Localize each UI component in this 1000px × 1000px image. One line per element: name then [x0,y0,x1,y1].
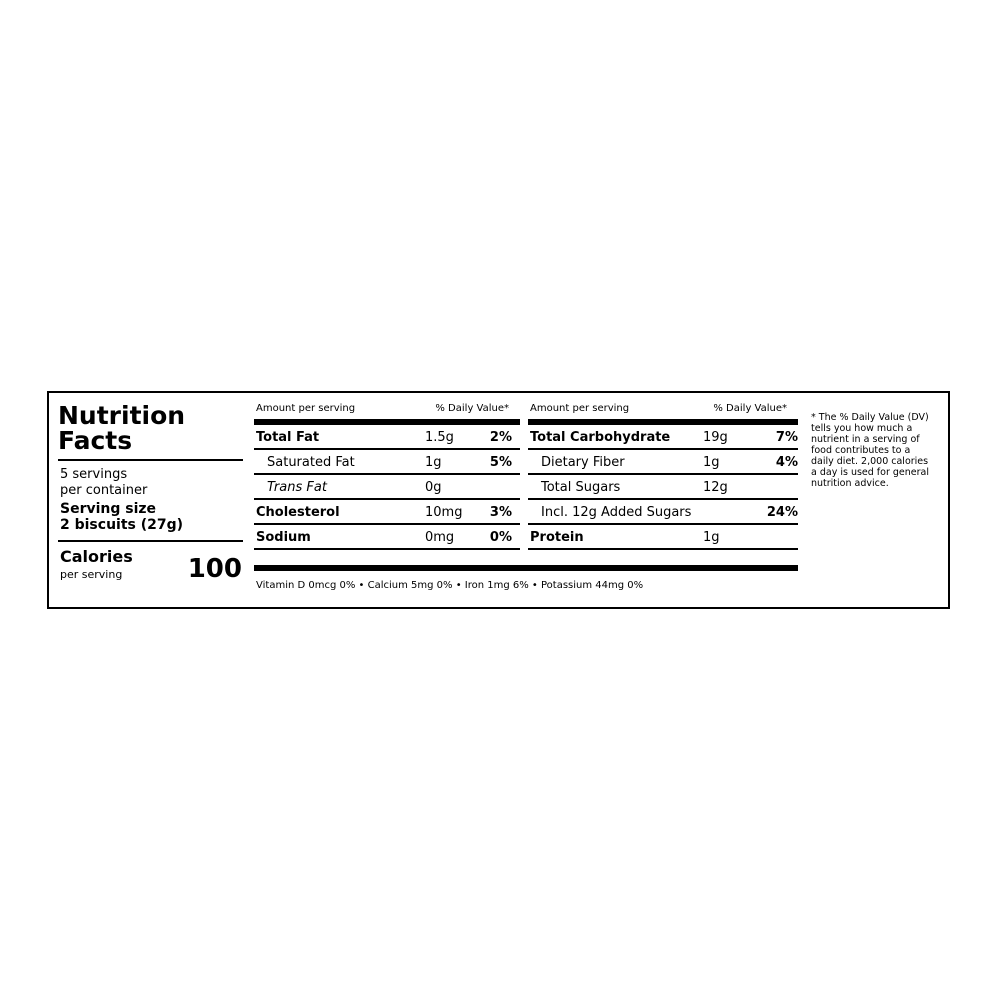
nutrient-row-added-sugars [528,500,798,525]
amount-per-serving-header: Amount per serving [256,403,356,414]
nutrition-facts-label [47,391,950,609]
nutrient-dv: 3% [489,505,512,520]
daily-value-header: % Daily Value* [435,403,509,414]
nutrient-name: Protein [530,530,584,545]
nutrient-amount: 1g [425,455,442,470]
nutrient-row-dietary-fiber [528,450,798,475]
nutrient-dv: 24% [766,505,798,520]
serving-size-label: Serving size [60,501,157,517]
nutrient-row-total-carbohydrate [528,425,798,450]
nutrient-amount: 19g [703,430,728,445]
nutrient-dv: 0% [489,530,512,545]
serving-size-value: 2 biscuits (27g) [60,517,184,533]
title-line-2: Facts [58,426,133,455]
nutrient-name: Sodium [256,530,311,545]
nutrient-dv: 4% [775,455,798,470]
nutrient-amount: 1g [703,455,720,470]
nutrient-amount: 12g [703,480,728,495]
title-line-1: Nutrition [58,401,186,430]
nutrient-name: Trans Fat [267,480,327,495]
calories-value: 100 [187,554,242,584]
divider [58,459,243,461]
nutrient-name: Dietary Fiber [541,455,625,470]
nutrient-row-total-fat [254,425,520,450]
nutrient-amount: 1.5g [425,430,454,445]
servings-count: 5 servings [60,467,128,482]
calories-label: Calories [60,547,133,566]
nutrient-name: Saturated Fat [267,455,355,470]
servings-per-container [60,467,243,499]
nutrient-name: Cholesterol [256,505,340,520]
nutrient-dv: 5% [489,455,512,470]
label-title [58,403,243,453]
nutrient-name: Total Carbohydrate [530,430,671,445]
daily-value-footnote: * The % Daily Value (DV) tells you how much a nutrient in a serving of food contributes to a daily diet. 2,000 calories a day is used for general nutrition advice. [811,412,929,489]
nutrient-column-left [254,393,520,550]
nutrient-row-cholesterol [254,500,520,525]
nutrient-row-saturated-fat [254,450,520,475]
nutrient-amount: 10mg [425,505,463,520]
nutrient-row-total-sugars [528,475,798,500]
divider [58,540,243,542]
servings-unit: per container [60,483,148,498]
nutrient-column-right [528,393,798,550]
nutrient-amount: 0g [425,480,442,495]
nutrient-row-sodium [254,525,520,550]
nutrient-amount: 0mg [425,530,455,545]
nutrient-name: Incl. 12g Added Sugars [541,505,692,520]
nutrient-name: Total Sugars [541,480,621,495]
nutrient-dv: 2% [489,430,512,445]
column-header [528,393,798,417]
nutrient-row-protein [528,525,798,550]
label-left-panel [58,393,243,590]
thick-divider-bottom [254,565,798,571]
column-header [254,393,520,417]
calories-block [58,548,243,590]
nutrient-dv: 7% [775,430,798,445]
amount-per-serving-header: Amount per serving [530,403,630,414]
nutrient-row-trans-fat [254,475,520,500]
vitamins-minerals-line: Vitamin D 0mcg 0% • Calcium 5mg 0% • Iron 1mg 6% • Potassium 44mg 0% [256,580,644,591]
calories-sub: per serving [60,568,123,581]
daily-value-header: % Daily Value* [713,403,787,414]
nutrient-amount: 1g [703,530,720,545]
nutrient-name: Total Fat [256,430,320,445]
